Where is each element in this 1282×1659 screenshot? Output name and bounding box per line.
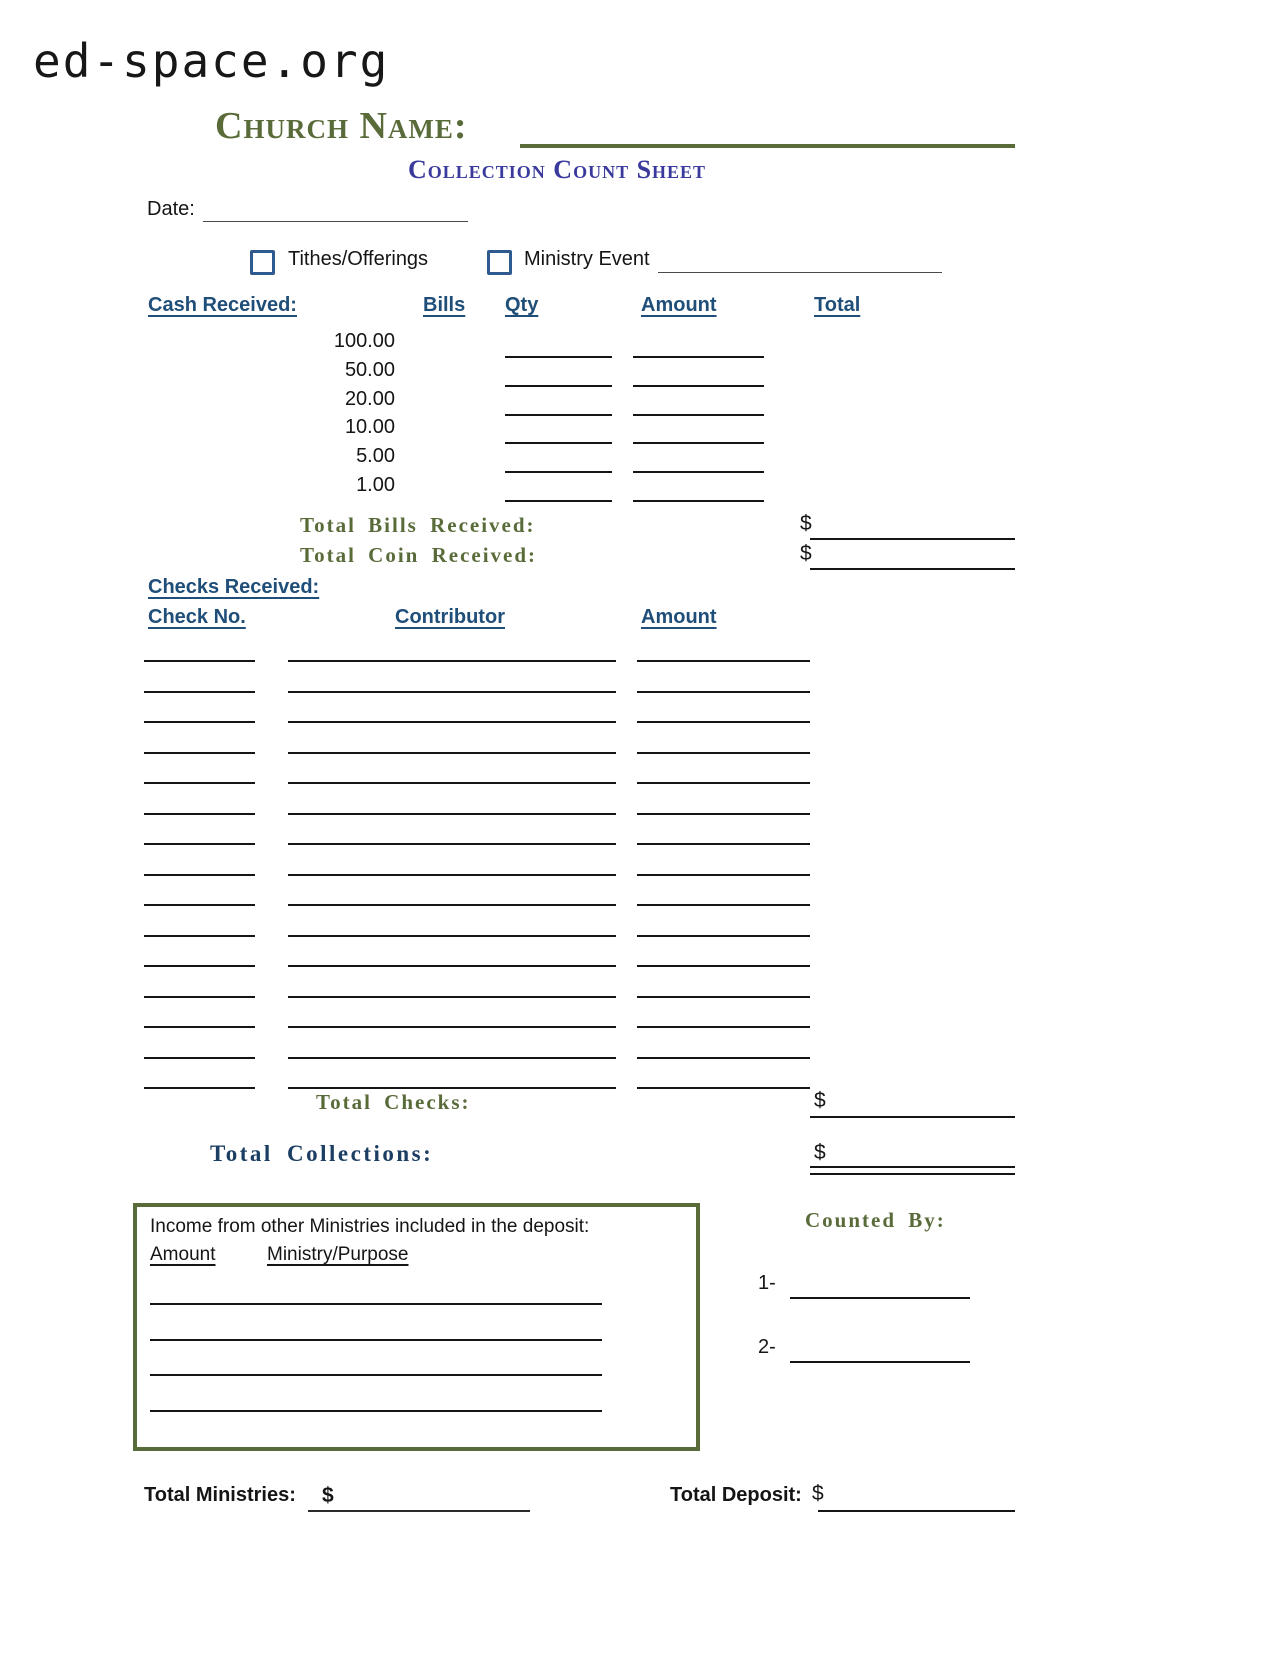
total-checks-blank-line[interactable]	[810, 1091, 1015, 1118]
date-label: Date:	[147, 198, 195, 220]
check-no-blank-line[interactable]	[144, 843, 255, 845]
check-amount-blank-line[interactable]	[637, 721, 810, 723]
counted-by-blank-line[interactable]	[790, 1297, 970, 1299]
check-no-blank-line[interactable]	[144, 1087, 255, 1089]
check-no-blank-line[interactable]	[144, 935, 255, 937]
col-header-total: Total	[814, 294, 861, 316]
contributor-blank-line[interactable]	[288, 965, 616, 967]
contributor-blank-line[interactable]	[288, 721, 616, 723]
total-collections-label: Total Collections:	[210, 1141, 434, 1166]
qty-blank-line[interactable]	[505, 500, 612, 502]
denomination-label: 50.00	[344, 359, 395, 381]
contributor-blank-line[interactable]	[288, 1057, 616, 1059]
check-no-blank-line[interactable]	[144, 813, 255, 815]
check-amount-blank-line[interactable]	[637, 813, 810, 815]
check-no-blank-line[interactable]	[144, 904, 255, 906]
total-checks-dollar-sign: $	[814, 1089, 826, 1112]
other-ministries-box	[133, 1203, 700, 1451]
church-name-blank-line[interactable]	[520, 144, 1015, 148]
col-header-amount: Amount	[641, 294, 717, 316]
tithes-offerings-label: Tithes/Offerings	[288, 248, 429, 270]
ministries-col-amount: Amount	[150, 1244, 216, 1265]
col-header-checks-amount: Amount	[641, 606, 717, 628]
counted-by-slot-label: 1-	[758, 1272, 776, 1294]
total-bills-label: Total Bills Received:	[300, 513, 536, 537]
contributor-blank-line[interactable]	[288, 874, 616, 876]
check-no-blank-line[interactable]	[144, 996, 255, 998]
total-ministries-label: Total Ministries:	[144, 1484, 296, 1506]
qty-blank-line[interactable]	[505, 414, 612, 416]
total-ministries-blank-line[interactable]	[308, 1510, 530, 1512]
check-no-blank-line[interactable]	[144, 691, 255, 693]
check-amount-blank-line[interactable]	[637, 691, 810, 693]
total-collections-blank-line[interactable]	[810, 1143, 1015, 1168]
total-coin-dollar-sign: $	[800, 542, 812, 565]
counted-by-label: Counted By:	[805, 1208, 946, 1232]
total-collections-dollar-sign: $	[814, 1141, 826, 1164]
amount-blank-line[interactable]	[633, 500, 764, 502]
total-bills-blank-line[interactable]	[810, 513, 1015, 540]
total-collections-double-rule	[810, 1166, 1015, 1175]
ministry-blank-line[interactable]	[150, 1410, 602, 1412]
total-coin-label: Total Coin Received:	[300, 543, 538, 567]
tithes-offerings-checkbox[interactable]	[250, 250, 275, 275]
check-amount-blank-line[interactable]	[637, 1026, 810, 1028]
contributor-blank-line[interactable]	[288, 752, 616, 754]
church-name-label: Church Name:	[215, 105, 468, 147]
ministry-blank-line[interactable]	[150, 1339, 602, 1341]
total-checks-label: Total Checks:	[316, 1090, 471, 1114]
check-amount-blank-line[interactable]	[637, 874, 810, 876]
check-no-blank-line[interactable]	[144, 721, 255, 723]
contributor-blank-line[interactable]	[288, 904, 616, 906]
qty-blank-line[interactable]	[505, 471, 612, 473]
date-blank-line[interactable]	[203, 198, 468, 222]
check-amount-blank-line[interactable]	[637, 904, 810, 906]
contributor-blank-line[interactable]	[288, 843, 616, 845]
check-amount-blank-line[interactable]	[637, 752, 810, 754]
check-amount-blank-line[interactable]	[637, 843, 810, 845]
qty-blank-line[interactable]	[505, 442, 612, 444]
col-header-qty: Qty	[505, 294, 539, 316]
check-amount-blank-line[interactable]	[637, 1057, 810, 1059]
contributor-blank-line[interactable]	[288, 1026, 616, 1028]
contributor-blank-line[interactable]	[288, 1087, 616, 1089]
check-no-blank-line[interactable]	[144, 782, 255, 784]
col-header-check-no: Check No.	[148, 606, 246, 628]
check-amount-blank-line[interactable]	[637, 935, 810, 937]
counted-by-blank-line[interactable]	[790, 1361, 970, 1363]
total-ministries-dollar-sign: $	[322, 1484, 334, 1507]
contributor-blank-line[interactable]	[288, 782, 616, 784]
cash-received-heading: Cash Received:	[148, 294, 297, 316]
check-amount-blank-line[interactable]	[637, 1087, 810, 1089]
check-no-blank-line[interactable]	[144, 874, 255, 876]
col-header-contributor: Contributor	[395, 606, 505, 628]
ministry-blank-line[interactable]	[150, 1374, 602, 1376]
total-deposit-blank-line[interactable]	[818, 1510, 1015, 1512]
qty-blank-line[interactable]	[505, 356, 612, 358]
amount-blank-line[interactable]	[633, 471, 764, 473]
check-no-blank-line[interactable]	[144, 1057, 255, 1059]
qty-blank-line[interactable]	[505, 385, 612, 387]
total-bills-dollar-sign: $	[800, 512, 812, 535]
denomination-label: 1.00	[356, 474, 395, 496]
contributor-blank-line[interactable]	[288, 996, 616, 998]
contributor-blank-line[interactable]	[288, 935, 616, 937]
total-deposit-dollar-sign: $	[812, 1482, 824, 1505]
contributor-blank-line[interactable]	[288, 691, 616, 693]
check-amount-blank-line[interactable]	[637, 660, 810, 662]
amount-blank-line[interactable]	[633, 442, 764, 444]
total-coin-blank-line[interactable]	[810, 543, 1015, 570]
ministry-event-label: Ministry Event	[524, 248, 650, 270]
checks-received-heading: Checks Received:	[148, 576, 320, 598]
check-amount-blank-line[interactable]	[637, 782, 810, 784]
ministry-blank-line[interactable]	[150, 1303, 602, 1305]
denomination-label: 5.00	[356, 445, 395, 467]
check-amount-blank-line[interactable]	[637, 996, 810, 998]
contributor-blank-line[interactable]	[288, 813, 616, 815]
col-header-bills: Bills	[423, 294, 466, 316]
form-title: Collection Count Sheet	[408, 155, 707, 184]
check-no-blank-line[interactable]	[144, 965, 255, 967]
amount-blank-line[interactable]	[633, 356, 764, 358]
ministry-event-checkbox[interactable]	[487, 250, 512, 275]
denomination-label: 100.00	[333, 330, 395, 352]
check-no-blank-line[interactable]	[144, 752, 255, 754]
other-ministries-heading: Income from other Ministries included in the deposit:	[150, 1216, 590, 1237]
check-no-blank-line[interactable]	[144, 1026, 255, 1028]
ministry-event-blank-line[interactable]	[658, 249, 942, 273]
check-no-blank-line[interactable]	[144, 660, 255, 662]
contributor-blank-line[interactable]	[288, 660, 616, 662]
check-amount-blank-line[interactable]	[637, 965, 810, 967]
total-deposit-label: Total Deposit:	[670, 1484, 802, 1506]
denomination-label: 20.00	[344, 388, 395, 410]
ministries-col-purpose: Ministry/Purpose	[267, 1244, 409, 1265]
amount-blank-line[interactable]	[633, 414, 764, 416]
counted-by-slot-label: 2-	[758, 1336, 776, 1358]
amount-blank-line[interactable]	[633, 385, 764, 387]
denomination-label: 10.00	[344, 416, 395, 438]
site-logo: ed-space.org	[33, 34, 390, 88]
